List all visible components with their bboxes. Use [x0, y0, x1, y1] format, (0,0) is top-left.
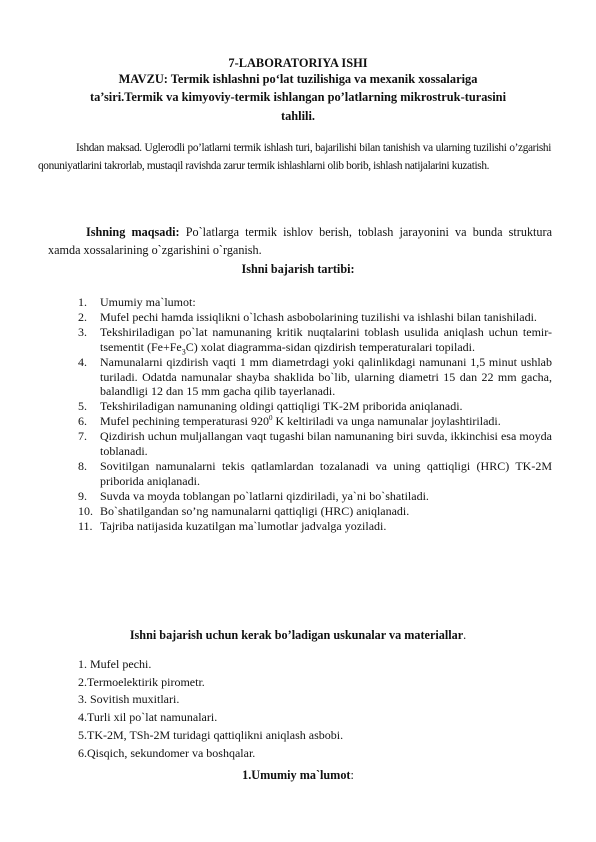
list-item: 5.TK-2M, TSh-2M turidagi qattiqlikni aniqlash asbobi. [78, 727, 344, 742]
list-item: 3. Sovitish muxitlari. [78, 692, 180, 707]
aim-text: Po`latlarga termik ishlov berish, toblash jarayonini va bunda struktura xamda xossalarining o`zgarishini o`rganish. [48, 225, 552, 257]
list-item: 10. Bo`shatilgandan so’ng namunalarni qattiqligi (HRC) aniqlanadi. [78, 503, 410, 518]
intro-paragraph [38, 140, 551, 175]
list-item: 6. Mufel pechining temperaturasi $920^0$ K keltiriladi va unga namunalar joylashtiriladi. [78, 414, 501, 429]
topic-line: tahlili. [280, 108, 316, 123]
aim-paragraph [48, 223, 552, 259]
list-item: 2.Termoelektirik pirometr. [78, 674, 205, 689]
list-item: 5. Tekshiriladigan namunaning oldingi qattiqligi TK-2M priborida aniqlanadi. [78, 399, 463, 414]
topic-line: ta’siri.Termik va kimyoviy-termik ishlangan po’latlarning mikrostruk-turasini [89, 90, 507, 105]
list-item: 6.Qisqich, sekundomer va boshqalar. [78, 745, 256, 760]
list-item: 11. Tajriba natijasida kuzatilgan ma`lumotlar jadvalga yoziladi. [78, 518, 387, 533]
topic-line: MAVZU: Termik ishlashni po‘lat tuzilishiga va mexanik xossalariga [118, 72, 478, 86]
aim-label: Ishning maqsadi: [86, 225, 180, 239]
list-item: 8. Sovitilgan namunalarni tekis qatlamlardan tozalanadi va uning qattiqligi (HRC) TK-2M priborida aniqlanadi. [78, 458, 552, 488]
list-item: 2. Mufel pechi hamda issiqlikni o`lchash asbobolarining tuzilishi va ishlashi bilan tanishiladi. [78, 309, 537, 324]
list-item: 4. Namunalarni qizdirish vaqti 1 mm diametrdagi yoki qalinlikdagi namunani 1,5 minut ushlab turiladi. Odatda namunalar shayba shaklida bo`lib, ularning diametri 15 dan 22 mm gacha, balandligi 12 dan 15 mm gacha qilib tayerlanadi. [78, 354, 552, 399]
intro-text: Ishdan maksad. Uglerodli po’latlarni termik ishlash turi, bajarilishi bilan tanishish va ularning tuzilishi o’zgarishi qonuniyatlarini takrorlab, mustaqil ravishda zarur termik ishlashlarni olib borib, ishlash natijalarini kuzatish. [38, 142, 551, 172]
materials-list [78, 656, 343, 762]
list-item: 3. Tekshiriladigan po`lat namunaning kritik nuqtalarini toblash usulida aniqlash uchun temir-tsementit $(Fe+Fe_3C)$ xolat diagramma-sidan qizdirish temperaturalari topiladi. [78, 324, 552, 357]
list-item: 9. Suvda va moyda toblangan po`latlarni qizdiriladi, ya`ni bo`shatiladi. [78, 488, 429, 503]
procedure-heading: Ishni bajarish tartibi: [241, 262, 355, 276]
section-heading: 1.Umumiy ma`lumot: [242, 768, 354, 782]
list-item: 1. Umumiy ma`lumot: [78, 295, 196, 309]
materials-heading: Ishni bajarish uchun kerak bo’ladigan uskunalar va materiallar. [129, 628, 467, 642]
list-item: 1. Mufel pechi. [78, 657, 152, 671]
lab-title: 7-LABORATORIYA ISHI [228, 56, 368, 70]
list-item: 7. Qizdirish uchun muljallangan vaqt tugashi bilan namunaning biri suvda, ikkinchisi esa moyda toblanadi. [78, 429, 552, 459]
topic-title [60, 70, 536, 125]
list-item: 4.Turli xil po`lat namunalari. [78, 710, 218, 725]
procedure-list [78, 295, 552, 534]
